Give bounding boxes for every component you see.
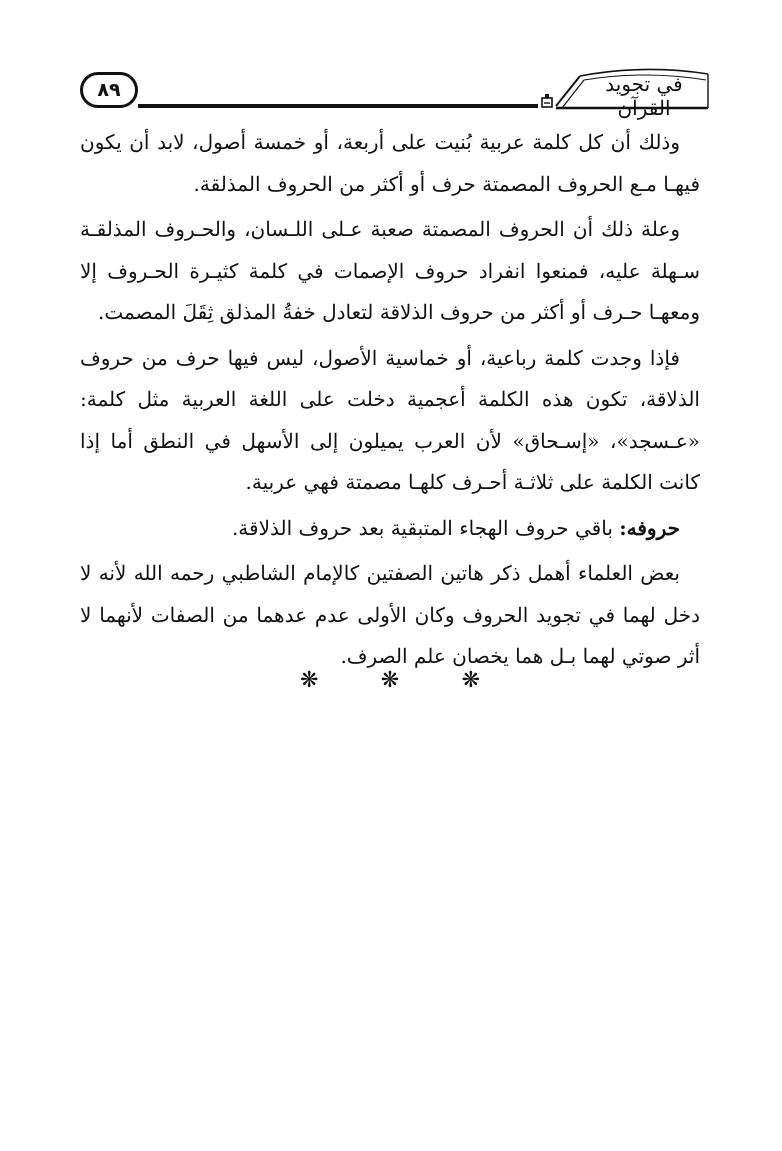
paragraph (80, 508, 700, 550)
paragraph: بعض العلماء أهمل ذكر هاتين الصفتين كالإمام الشاطبي رحمه الله لأنه لا دخل لهما في تجويد الحروف وكان الأولى عدم عدهما من الصفات لأنهما لا أثر صوتي لهما بـل هما يخصان علم الصرف. (80, 561, 700, 668)
page-body (80, 122, 700, 682)
header-rule (138, 104, 538, 108)
page-header (80, 66, 710, 120)
book-title-ornament (550, 66, 710, 120)
book-title: في تجويد القرآن (605, 72, 683, 120)
paragraph-text: باقي حروف الهجاء المتبقية بعد حروف الذلاقة. (231, 515, 620, 540)
star-ornament-icon: ❋ (461, 668, 480, 693)
paragraph: فإذا وجدت كلمة رباعية، أو خماسية الأصول، ليس فيها حرف من حروف الذلاقة، تكون هذه الكلمة أعجمية دخلت على اللغة العربية مثل كلمة: «عـسجد»، «إسـحاق» لأن العرب يميلون إلى الأسهل في النطق أما إذا كانت الكلمة على ثلاثـة أحـرف كلهـا مصمتة فهي عربية. (80, 345, 700, 494)
page-number: ٨٩ (80, 72, 138, 108)
star-ornament-icon: ❋ (380, 668, 400, 693)
paragraph: وذلك أن كل كلمة عربية بُنيت على أربعة، أو خمسة أصول، لابد أن يكون فيهـا مـع الحروف المصمتة حرف أو أكثر من الحروف المذلقة. (80, 130, 700, 196)
section-separator (300, 668, 480, 693)
paragraph-lead: حروفه: (619, 515, 680, 540)
star-ornament-icon: ❋ (300, 668, 319, 693)
paragraph: وعلة ذلك أن الحروف المصمتة صعبة عـلى اللـسان، والحـروف المذلقـة سـهلة عليه، فمنعوا انفراد حروف الإصمات في كلمة كثيـرة الحـروف إلا ومعهـا حـرف أو أكثر من حروف الذلاقة لتعادل خفةُ المذلق ثِقَلَ المصمت. (80, 217, 700, 324)
